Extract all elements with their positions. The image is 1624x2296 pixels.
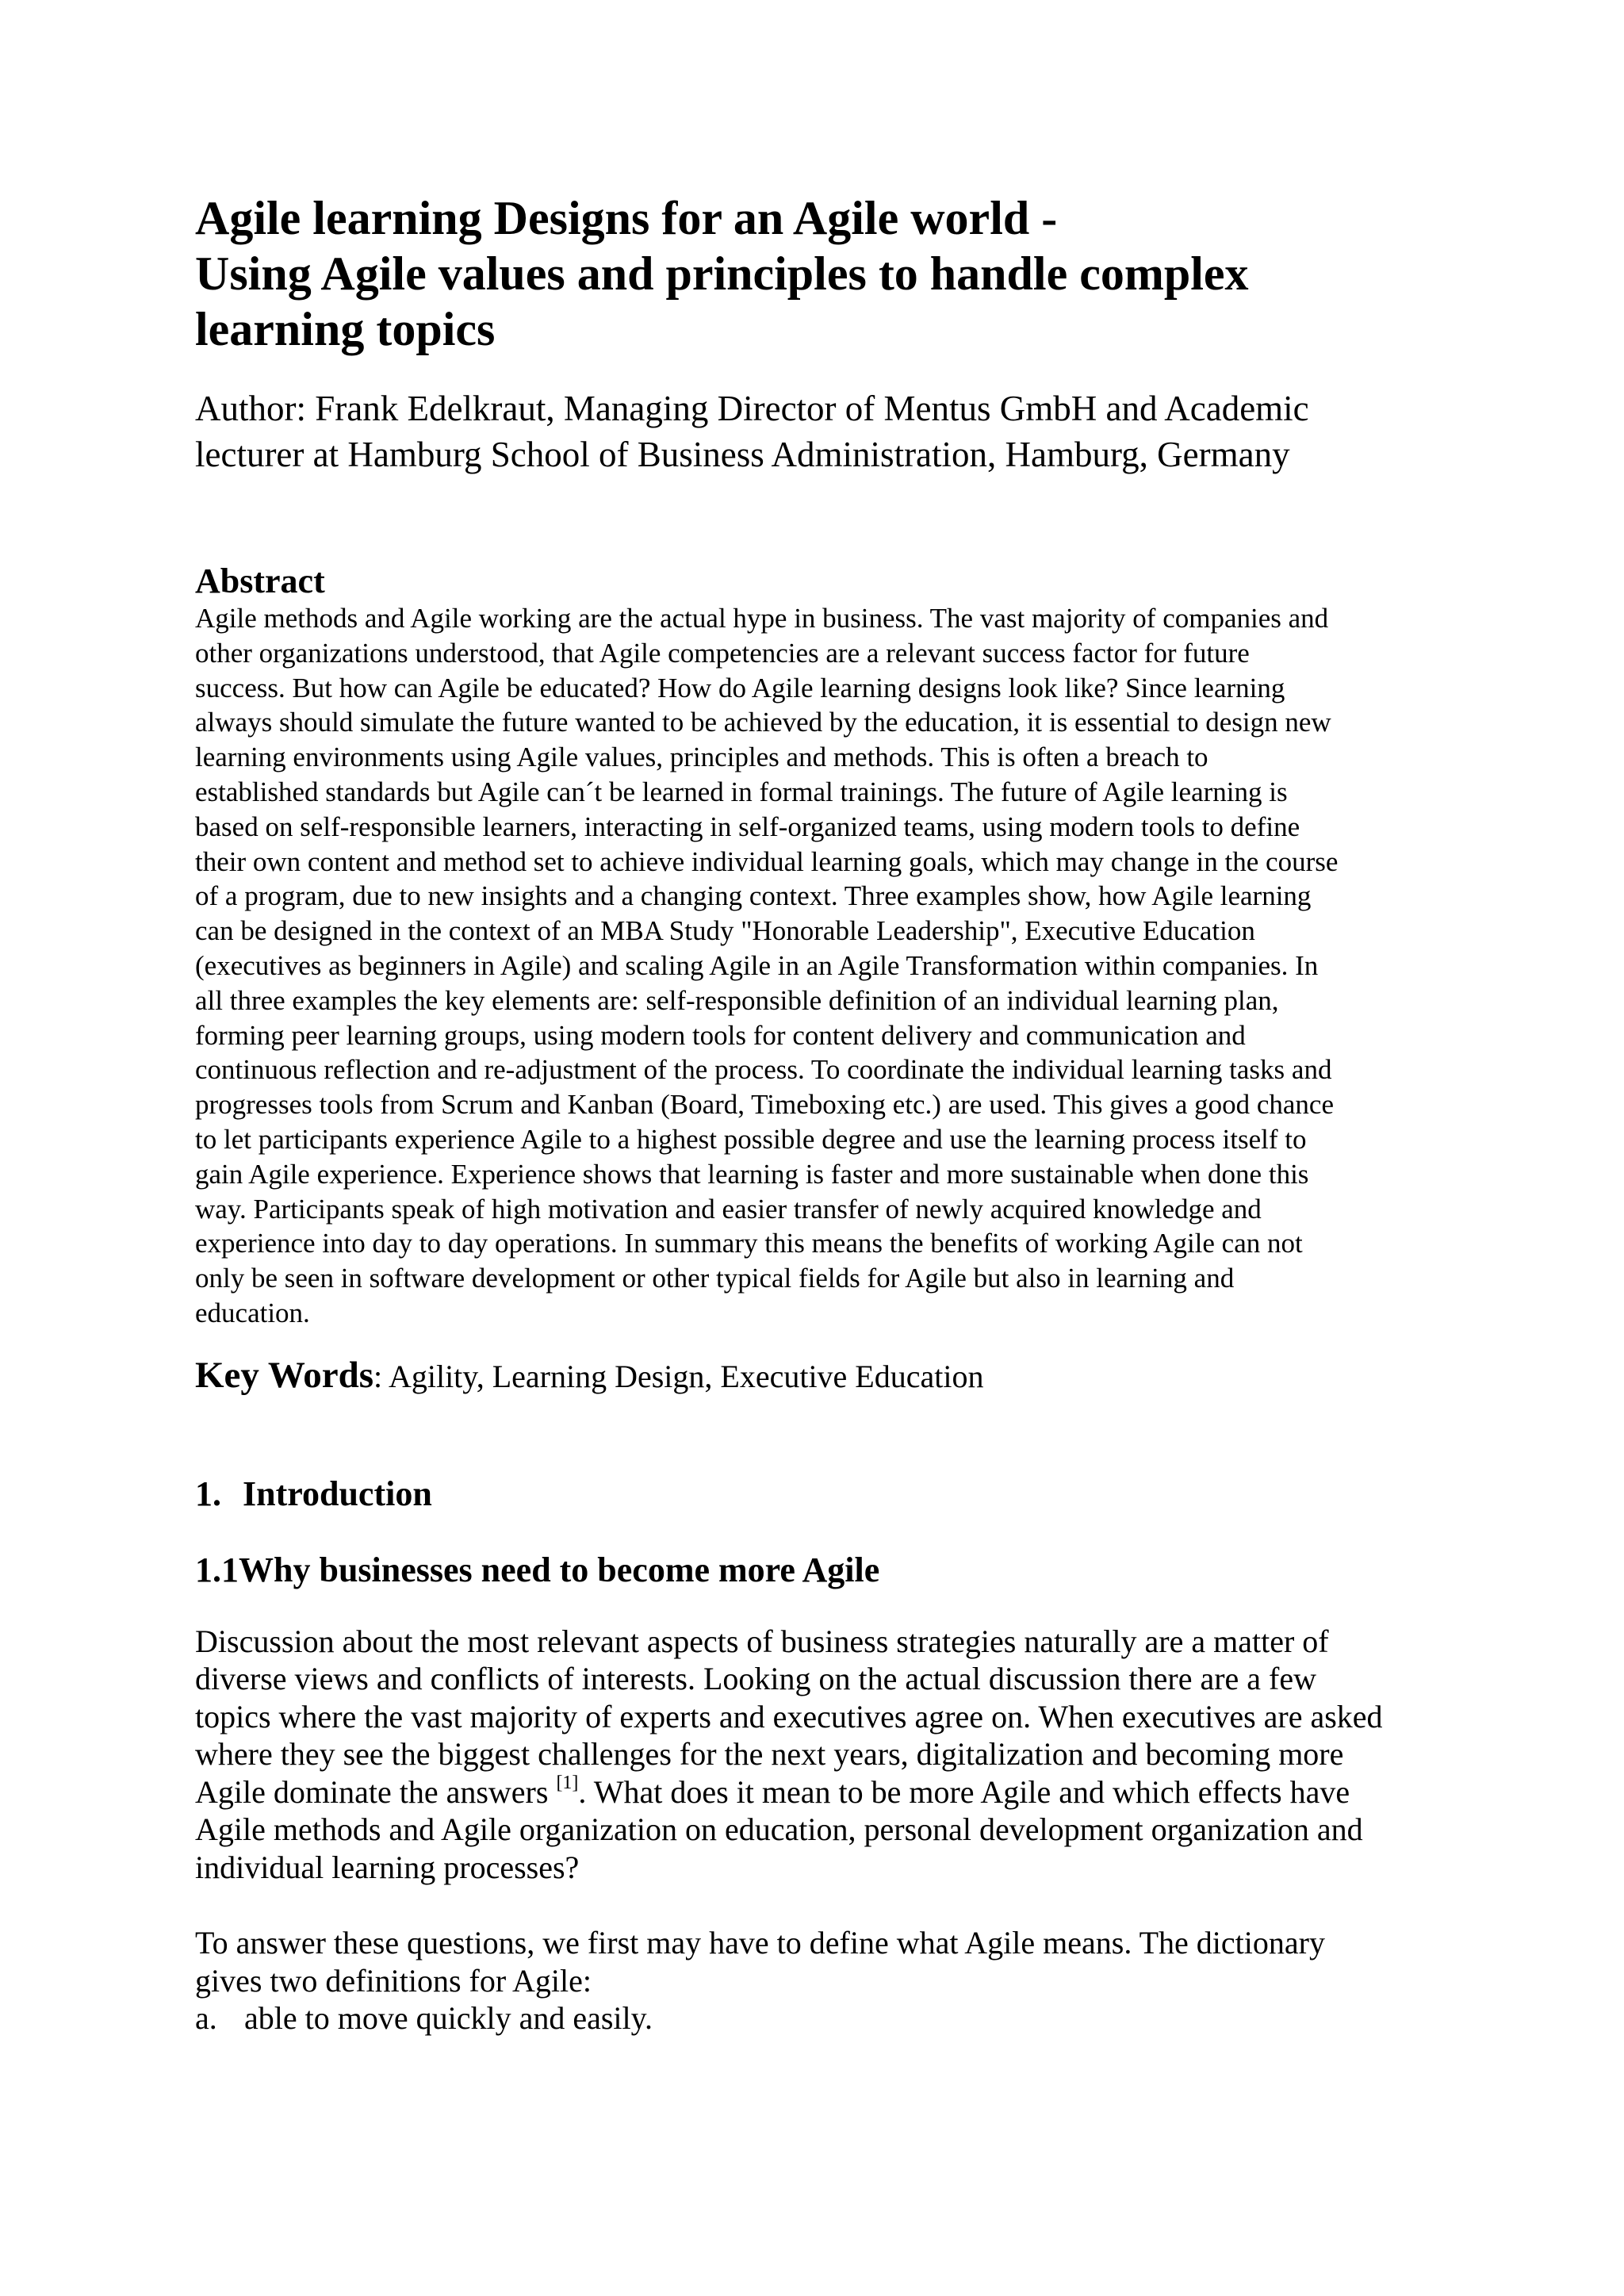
paragraph-text: Agile dominate the answers [195,1773,557,1810]
author-line: lecturer at Hamburg School of Business Administration, Hamburg, Germany [195,435,1290,474]
abstract-line: only be seen in software development or other typical fields for Agile but also in learning and [195,1263,1235,1294]
section-heading-introduction [195,1472,1448,1516]
paragraph-text: . What does it mean to be more Agile and which effects have [578,1773,1350,1810]
keywords-label: Key Words [195,1354,374,1396]
paragraph-1 [195,1623,1448,1887]
paragraph-line [195,1773,1448,1811]
abstract-line: always should simulate the future wanted to be achieved by the education, it is essential to design new [195,707,1331,738]
paper-title [195,190,1448,357]
title-line: Agile learning Designs for an Agile world - [195,192,1058,244]
abstract-line: forming peer learning groups, using modern tools for content delivery and communication and [195,1019,1246,1051]
paragraph-line: Discussion about the most relevant aspects of business strategies naturally are a matter of [195,1623,1329,1659]
abstract-line: all three examples the key elements are: self-responsible definition of an individual learning plan, [195,984,1279,1016]
section-title: Introduction [243,1474,432,1513]
subsection-heading: 1.1Why businesses need to become more Agile [195,1550,880,1589]
section-number: 1. [195,1474,221,1513]
abstract-line: Agile methods and Agile working are the actual hype in business. The vast majority of companies and [195,603,1329,634]
title-line: Using Agile values and principles to handle complex [195,247,1249,300]
paragraph-line: topics where the vast majority of experts and executives agree on. When executives are asked [195,1698,1383,1734]
paragraph-2 [195,1924,1448,1999]
abstract-line: other organizations understood, that Agile competencies are a relevant success factor for future [195,637,1250,669]
keywords-separator: : [373,1358,383,1394]
abstract-line: success. But how can Agile be educated? How do Agile learning designs look like? Since learning [195,672,1285,703]
abstract-line: way. Participants speak of high motivation and easier transfer of newly acquired knowledge and [195,1193,1262,1225]
paragraph-line: diverse views and conflicts of interests. Looking on the actual discussion there are a few [195,1661,1317,1697]
abstract-line: gain Agile experience. Experience shows that learning is faster and more sustainable when done this [195,1158,1309,1190]
paragraph-line: Agile methods and Agile organization on education, personal development organization and [195,1811,1363,1848]
list-item [195,1999,1448,2037]
abstract-line: established standards but Agile can´t be learned in formal trainings. The future of Agile learning is [195,776,1288,807]
abstract-text [195,601,1448,1331]
keywords-text: Agility, Learning Design, Executive Education [382,1358,984,1394]
abstract-line: education. [195,1297,310,1328]
abstract-line: progresses tools from Scrum and Kanban (Board, Timeboxing etc.) are used. This gives a good chance [195,1089,1334,1121]
title-line: learning topics [195,303,496,355]
abstract-line: their own content and method set to achieve individual learning goals, which may change in the course [195,845,1339,877]
abstract-line: can be designed in the context of an MBA Study "Honorable Leadership", Executive Education [195,915,1255,947]
paragraph-line: where they see the biggest challenges for the next years, digitalization and becoming more [195,1736,1344,1773]
abstract-heading: Abstract [195,562,325,600]
document-page [195,190,1448,2037]
list-item-text: able to move quickly and easily. [244,2000,653,2037]
paragraph-line: To answer these questions, we first may have to define what Agile means. The dictionary [195,1925,1325,1961]
keywords [195,1351,1448,1401]
list-marker: a. [195,2000,217,2037]
citation-reference[interactable]: [1] [556,1772,579,1793]
abstract-line: continuous reflection and re-adjustment of the process. To coordinate the individual learning tasks and [195,1054,1332,1086]
abstract-line: based on self-responsible learners, interacting in self-organized teams, using modern tools to define [195,811,1300,842]
abstract-line: learning environments using Agile values, principles and methods. This is often a breach to [195,742,1208,773]
author-info [195,385,1448,477]
abstract-line: of a program, due to new insights and a changing context. Three examples show, how Agile learning [195,880,1312,912]
abstract-line: to let participants experience Agile to a highest possible degree and use the learning process itself to [195,1123,1307,1155]
paragraph-line: individual learning processes? [195,1849,580,1885]
author-line: Author: Frank Edelkraut, Managing Director of Mentus GmbH and Academic [195,389,1309,428]
paragraph-line: gives two definitions for Agile: [195,1962,592,1999]
abstract-line: (executives as beginners in Agile) and scaling Agile in an Agile Transformation within companies. In [195,949,1319,981]
abstract-line: experience into day to day operations. In summary this means the benefits of working Agile can not [195,1228,1303,1259]
